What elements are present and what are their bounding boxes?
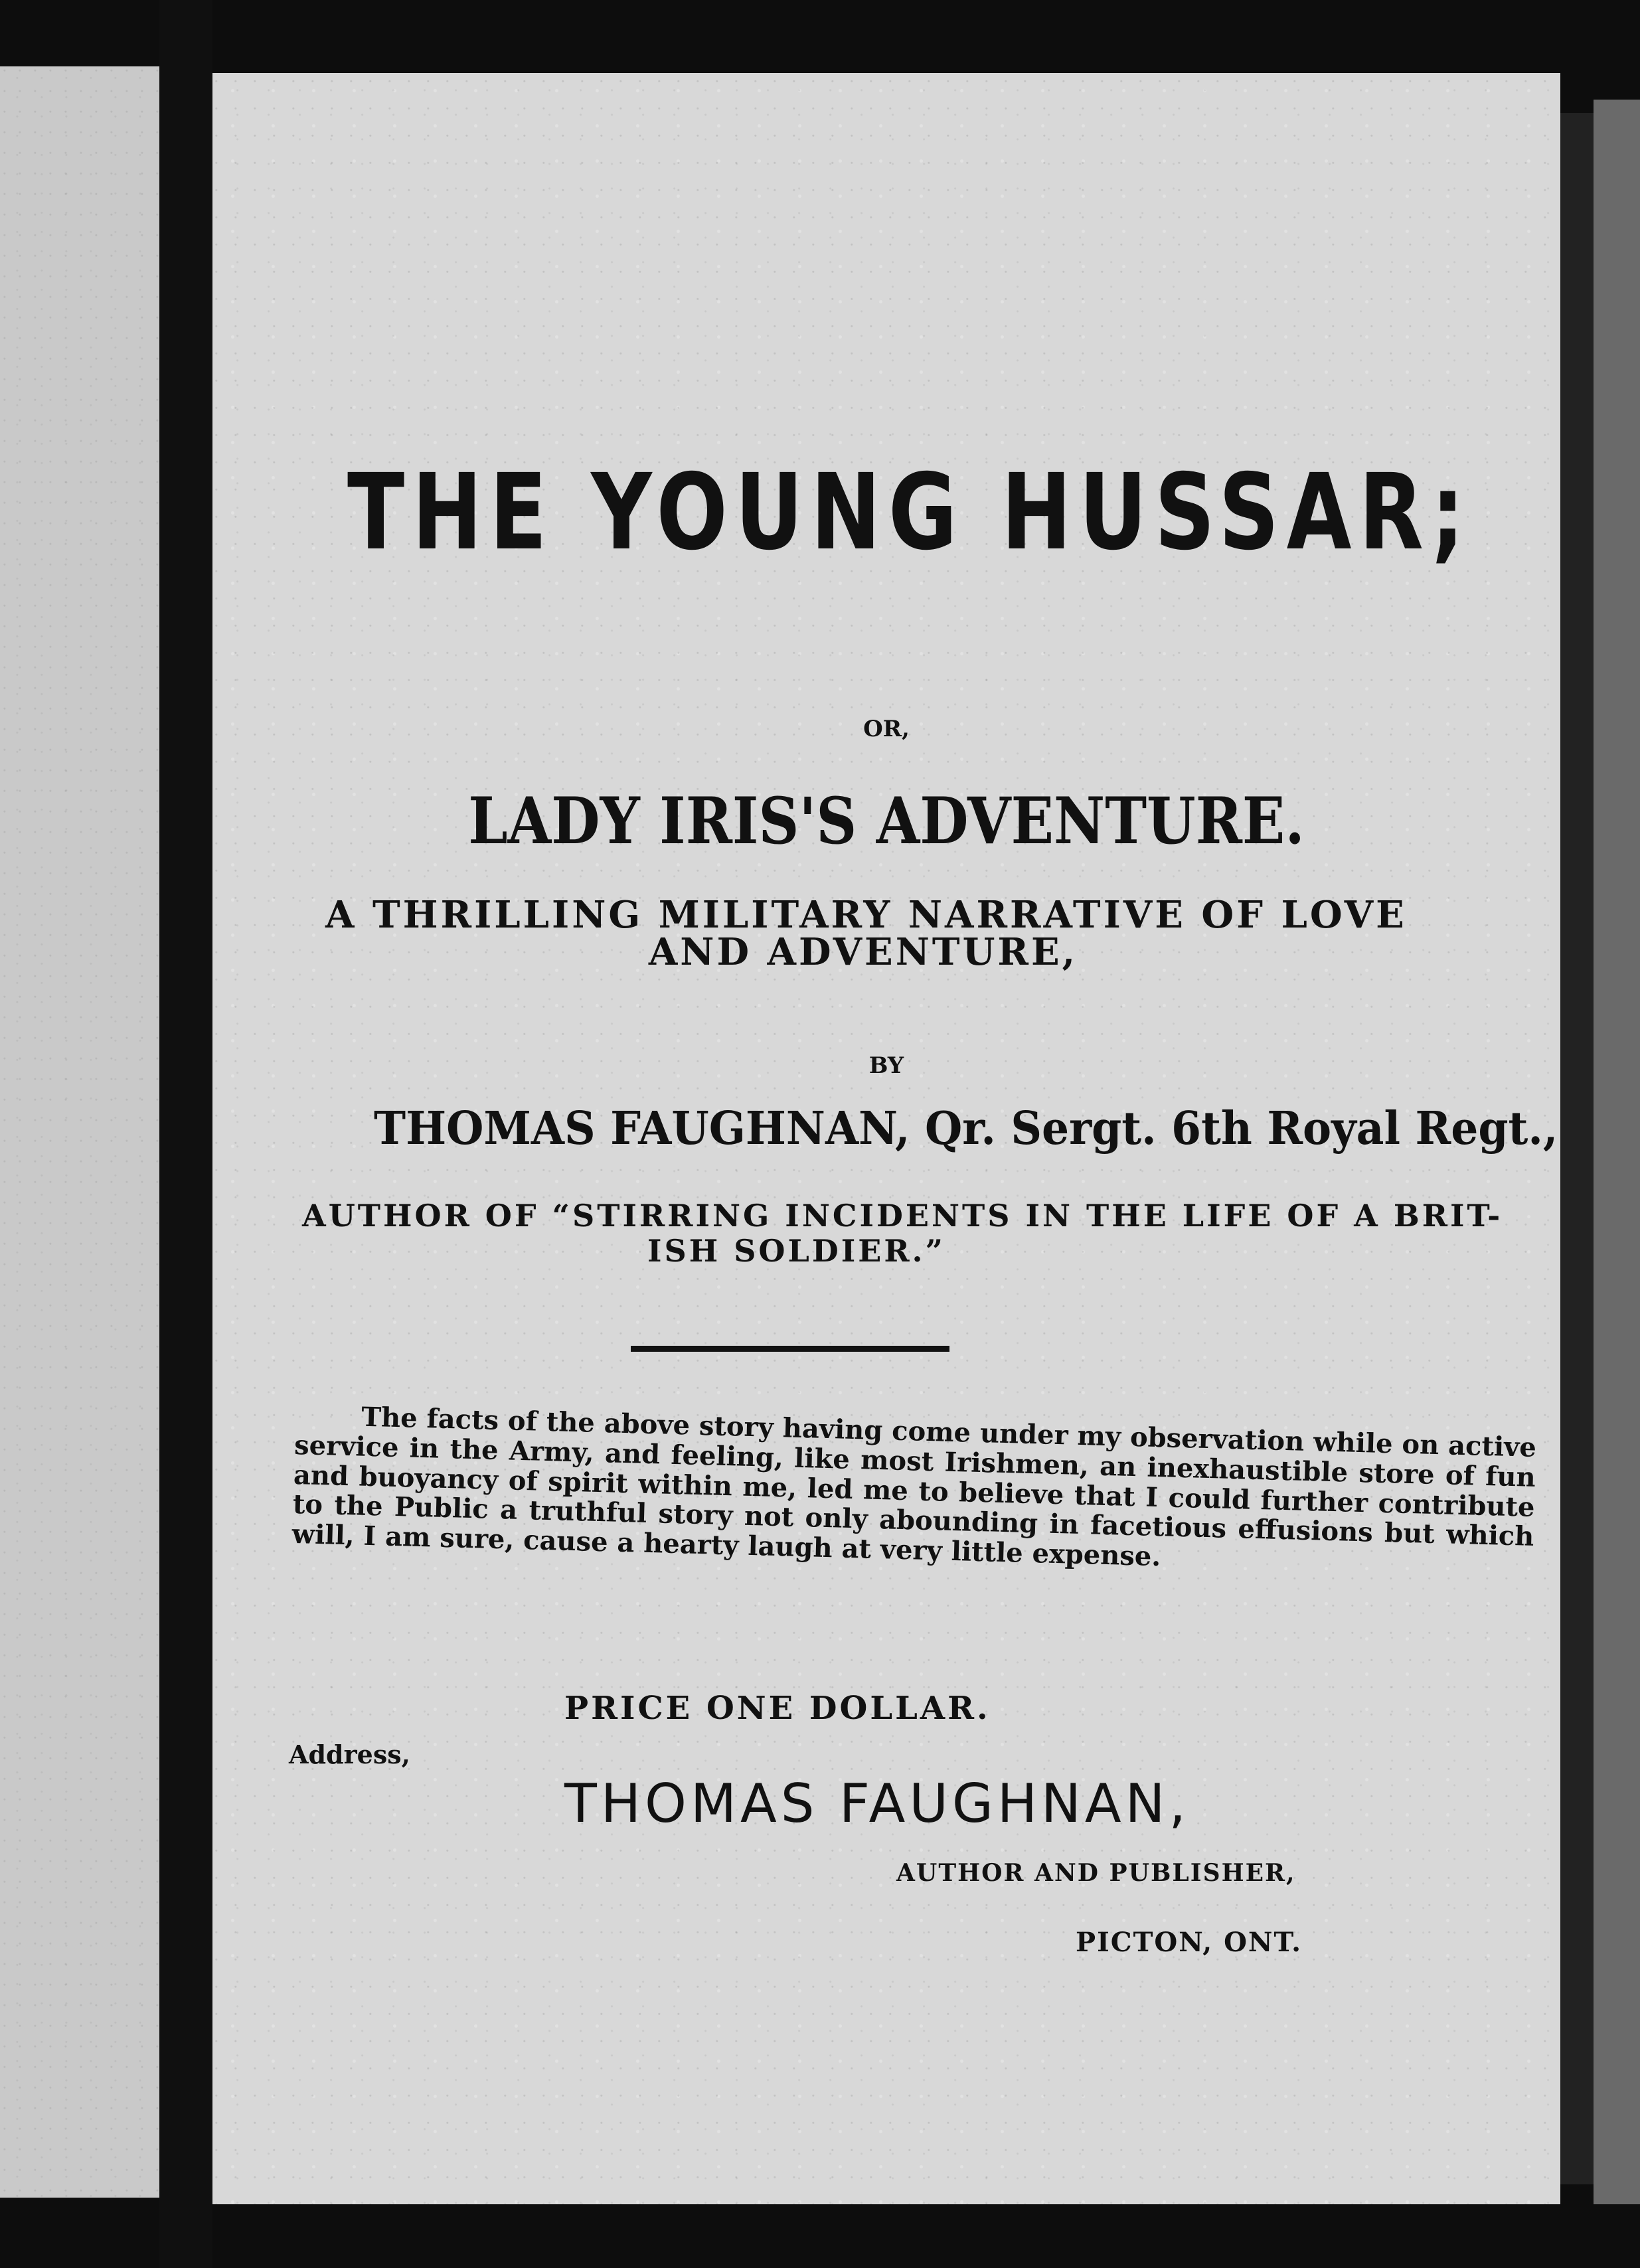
author-credits [302,1198,1537,1269]
address-label: Address, [289,1740,410,1769]
divider-rule [631,1346,949,1352]
price-line: PRICE ONE DOLLAR. [564,1690,991,1727]
book-subtitle: LADY IRIS'S ADVENTURE. [468,783,1305,858]
book-title: THE YOUNG HUSSAR; [347,451,1472,574]
next-page-edge [1594,100,1640,2204]
author-credits-line-2: ISH SOLDIER.” [647,1232,946,1269]
author-credits-line-1: AUTHOR OF “STIRRING INCIDENTS IN THE LIFE OF A BRIT- [302,1198,1503,1234]
title-connector: OR, [863,716,910,742]
preface-paragraph: The facts of the above story having come under my observation while on active service in the Army, and feeling, like most Irishmen, an inexhaustible store of fun and buoyancy of spirit within me, led me to believe that I could further contribute to the Public a truthful story not only abounding in facetious effusions but which will, I am sure, cause a hearty laugh at very little expense. [291,1401,1537,1573]
page-right-edge [1560,113,1594,2184]
book-gutter [159,0,212,2268]
book-description [325,893,1560,974]
publisher-place: PICTON, ONT. [1076,1927,1303,1958]
description-line-2: AND ADVENTURE, [648,930,1078,974]
by-line: BY [868,1052,904,1079]
description-line-1: A THRILLING MILITARY NARRATIVE OF LOVE [325,893,1407,937]
title-page [212,73,1560,2204]
facing-page-edge [0,66,159,2198]
publisher-role: AUTHOR AND PUBLISHER, [896,1859,1296,1887]
publisher-name: THOMAS FAUGHNAN, [564,1773,1190,1834]
author-name: THOMAS FAUGHNAN, Qr. Sergt. 6th Royal Regt., [374,1102,1558,1155]
